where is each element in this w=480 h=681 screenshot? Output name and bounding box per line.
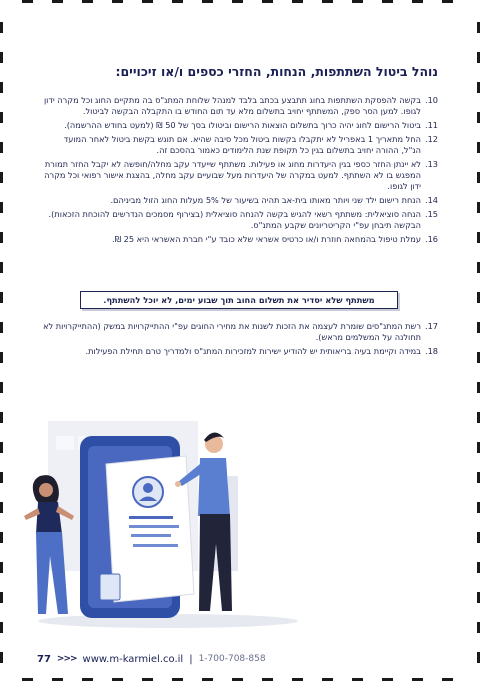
section-title: נוהל ביטול השתתפות, הנחות, החזרי כספים ו/או זיכויים: [115,64,438,79]
item-number: 13. [424,159,438,169]
list-item [42,134,438,156]
list-item [42,234,438,245]
list-item [42,120,438,131]
item-number: 11. [424,120,438,130]
item-text: בקשה להפסקת השתתפות בחוג תתבצע בכתב בלבד למנהל שלוחת המתנ"ס בה מתקיים החוג וכל מקרה ידון לגופו. למען הסר ספק, המשתתף יחויב בתשלום מלא עד תום החודש בו התקבלה הבקשה לביטול. [43,95,421,116]
website-link[interactable]: www.m-karmiel.co.il [82,653,184,665]
footer-separator: | [189,653,193,665]
list-item [42,346,438,357]
woman-head [39,483,53,497]
avatar-head [143,483,153,493]
item-text: במידה וקיימת בעיה בריאותית יש להודיע ישירות למזכירות המתנ"ס ולמדריך טרם תחילת הפעילות. [85,346,421,356]
list-item [42,159,438,192]
page-footer [37,652,266,666]
rules-list [42,95,438,248]
list-item [42,321,438,343]
man-shirt [198,458,230,516]
text-line-shape [129,525,179,528]
item-text: הנחה סוציאלית: משתתף רשאי להגיש בקשה להנחה סוציאלית (בצירוף מסמכים הנדרשים להוכחת הזכאות). הבקשה תיבחן עפ"י הקריטריונים שקבע המתנ"ס. [48,209,421,230]
item-number: 18. [424,346,438,356]
bg-window-shape [56,436,74,450]
list-item [42,209,438,231]
payment-notice-box: משתתף שלא יסדיר את תשלום החוב תוך שבוע ימים, לא יוכל להשתתף. [80,291,398,309]
item-number: 10. [424,95,438,105]
item-number: 16. [424,234,438,244]
item-text: עמלת טיפול בהמחאה חוזרת ו/או כרטיס אשראי שלא כובד ע"י חברת האשראי היא 25 ₪. [111,234,421,244]
item-number: 14. [424,195,438,205]
text-line-shape [133,544,178,547]
rules-list-2 [42,321,438,360]
text-line-shape [129,516,173,519]
list-item [42,95,438,117]
arrows-icon: >>> [56,654,77,664]
item-text: לא יינתן החזר כספי בגין היעדרות מחוג או פעילות. משתתף שייעדר עקב מחלה/חופשה לא יקבל החזר תמורת המפגש בו לא השתתף. למעט במקרה של היעדרות מעל שבועיים עקב מחלה, בהצגת אישור רפואי וכל מקרה ידון לגופו. [44,159,421,191]
item-text: ביטול הרישום לחוג יהיה כרוך בתשלום הוצאות הרישום וביטולו בסך של 50 ₪ (למעט בחודש ההרשמה). [64,120,421,130]
page-number: 77 [37,653,51,665]
item-text: רשת המתנ"סים שומרת לעצמה את הזכות לשנות את מחירי החוגים עפ"י ההתייקרויות במשק (ההתייקרויות לא תחולנה על המשלמים מראש). [42,321,421,342]
man-hand [175,481,181,487]
list-item [42,195,438,206]
item-number: 12. [424,134,438,144]
item-text: החל מתאריך 1 באפריל לא יתקבלו בקשות ביטול מכל סיבה שהיא. אם תוגש בקשת ביטול לאחר המועד הנ"ל, ההורה יחויב בתשלום בגין כל תקופת שנת הלימודים כאמור בהסכם זה. [63,134,421,155]
item-text: הנחת רישום ילד שני ויותר מאותו בית-אב תהיה בשיעור של 5% מעלות החוג הזול מביניהם. [110,195,421,205]
document-icon [100,574,120,600]
illustration-people-phone [18,416,318,636]
item-number: 15. [424,209,438,219]
text-line-shape [131,534,171,537]
item-number: 17. [424,321,438,331]
phone-number: 1-700-708-858 [198,654,266,664]
